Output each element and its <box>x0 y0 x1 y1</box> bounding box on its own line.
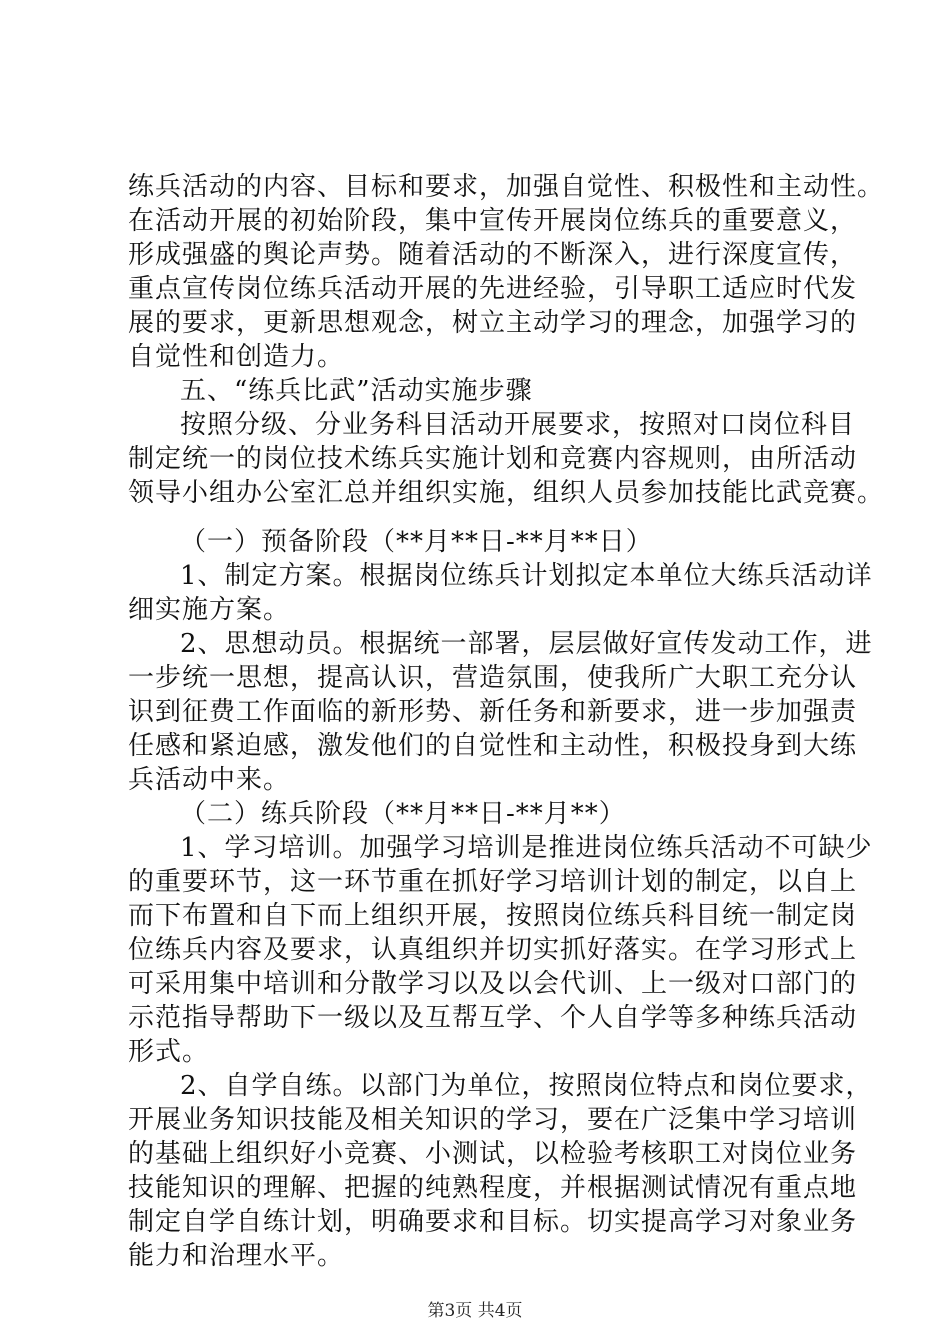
body-text-line: 2、自学自练。以部门为单位，按照岗位特点和岗位要求， <box>180 1071 873 1101</box>
body-text-line: 任感和紧迫感，激发他们的自觉性和主动性，积极投身到大练 <box>128 731 858 761</box>
body-text-line: 形成强盛的舆论声势。随着活动的不断深入，进行深度宣传， <box>128 240 858 270</box>
body-text-line: 按照分级、分业务科目活动开展要求，按照对口岗位科目 <box>180 410 856 440</box>
body-text-line: 自觉性和创造力。 <box>128 342 345 372</box>
body-text-line: 1、制定方案。根据岗位练兵计划拟定本单位大练兵活动详 <box>180 561 873 591</box>
body-text-line: 一步统一思想，提高认识，营造氛围，使我所广大职工充分认 <box>128 663 858 693</box>
body-text-line: 展的要求，更新思想观念，树立主动学习的理念，加强学习的 <box>128 308 858 338</box>
subsection-heading: （二）练兵阶段（**月**日-**月**） <box>180 799 626 829</box>
body-text-line: 制定统一的岗位技术练兵实施计划和竞赛内容规则，由所活动 <box>128 444 858 474</box>
body-text-line: 的重要环节，这一环节重在抓好学习培训计划的制定，以自上 <box>128 867 858 897</box>
body-text-line: 练兵活动的内容、目标和要求，加强自觉性、积极性和主动性。 <box>128 172 885 202</box>
body-text-line: 形式。 <box>128 1037 210 1067</box>
body-text-line: 1、学习培训。加强学习培训是推进岗位练兵活动不可缺少 <box>180 833 873 863</box>
body-text-line: 开展业务知识技能及相关知识的学习，要在广泛集中学习培训 <box>128 1105 858 1135</box>
body-text-line: 的基础上组织好小竞赛、小测试，以检验考核职工对岗位业务 <box>128 1139 858 1169</box>
body-text-line: 2、思想动员。根据统一部署，层层做好宣传发动工作，进 <box>180 629 873 659</box>
section-heading: 五、“练兵比武”活动实施步骤 <box>180 376 533 406</box>
body-text-line: 可采用集中培训和分散学习以及以会代训、上一级对口部门的 <box>128 969 858 999</box>
body-text-line: 识到征费工作面临的新形势、新任务和新要求，进一步加强责 <box>128 697 858 727</box>
body-text-line: 而下布置和自下而上组织开展，按照岗位练兵科目统一制定岗 <box>128 901 858 931</box>
body-text-line: 兵活动中来。 <box>128 765 291 795</box>
body-text-line: 制定自学自练计划，明确要求和目标。切实提高学习对象业务 <box>128 1207 858 1237</box>
body-text-line: 技能知识的理解、把握的纯熟程度，并根据测试情况有重点地 <box>128 1173 858 1203</box>
body-text-line: 示范指导帮助下一级以及互帮互学、个人自学等多种练兵活动 <box>128 1003 858 1033</box>
body-text-line: 能力和治理水平。 <box>128 1241 345 1271</box>
body-text-line: 重点宣传岗位练兵活动开展的先进经验，引导职工适应时代发 <box>128 274 858 304</box>
page-number-footer: 第3页 共4页 <box>427 1301 523 1321</box>
body-text-line: 在活动开展的初始阶段，集中宣传开展岗位练兵的重要意义， <box>128 206 858 236</box>
body-text-line: 细实施方案。 <box>128 595 291 625</box>
body-text-line: 位练兵内容及要求，认真组织并切实抓好落实。在学习形式上 <box>128 935 858 965</box>
body-text-line: 领导小组办公室汇总并组织实施，组织人员参加技能比武竞赛。 <box>128 478 885 508</box>
subsection-heading: （一）预备阶段（**月**日-**月**日） <box>180 527 653 557</box>
